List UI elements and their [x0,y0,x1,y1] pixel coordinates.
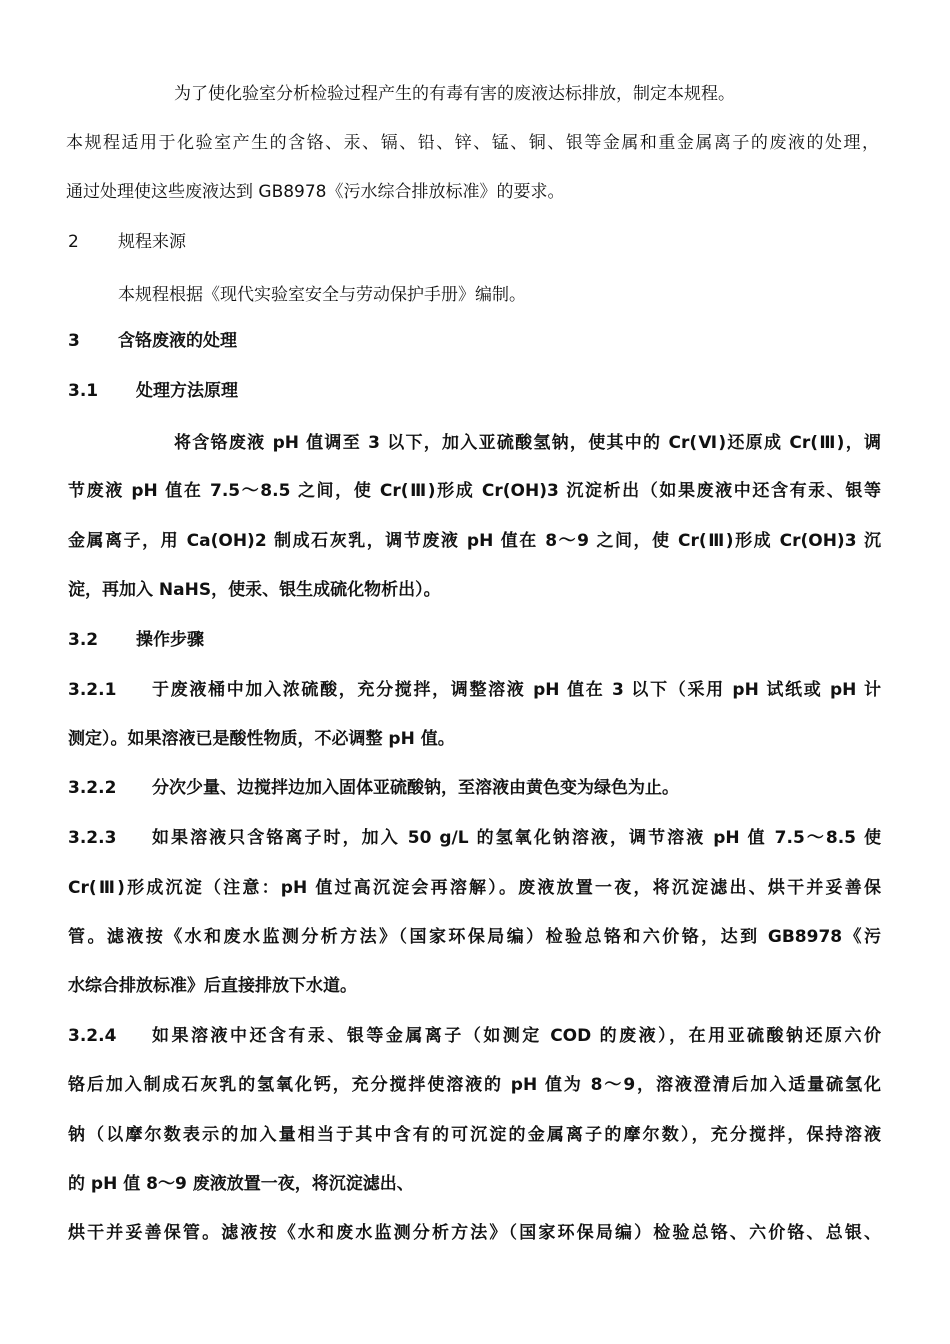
section-3-1-number: 3.1 [68,381,99,401]
section-3-1-title: 处理方法原理 [136,381,238,401]
step-3-2-2-number: 3.2.2 [68,778,117,798]
paragraph-line: 如果溶液中还含有汞、银等金属离子（如测定 COD 的废液），在用亚硫酸钠还原六价 [152,1026,881,1046]
paragraph-line: 淀，再加入 NaHS，使汞、银生成硫化物析出）。 [68,580,441,600]
section-2-title: 规程来源 [118,232,186,252]
paragraph-line: 分次少量、边搅拌边加入固体亚硫酸钠，至溶液由黄色变为绿色为止。 [152,778,679,798]
step-3-2-4-number: 3.2.4 [68,1026,117,1046]
section-3-2-number: 3.2 [68,630,99,650]
section-3-number: 3 [68,331,80,351]
step-3-2-3-number: 3.2.3 [68,828,117,848]
paragraph-line: 水综合排放标准》后直接排放下水道。 [68,976,357,996]
paragraph-line: 将含铬废液 pH 值调至 3 以下，加入亚硫酸氢钠，使其中的 Cr(Ⅵ)还原成 Cr(Ⅲ)，调 [174,433,881,453]
intro-line-1: 为了使化验室分析检验过程产生的有毒有害的废液达标排放，制定本规程。 [174,84,735,104]
paragraph-line: 如果溶液只含铬离子时，加入 50 g/L 的氢氧化钠溶液，调节溶液 pH 值 7.5～8.5 使 [152,828,881,848]
paragraph-line: 节废液 pH 值在 7.5～8.5 之间，使 Cr(Ⅲ)形成 Cr(OH)3 沉淀析出（如果废液中还含有汞、银等 [68,481,881,501]
paragraph-line: 测定）。如果溶液已是酸性物质，不必调整 pH 值。 [68,729,455,749]
section-3-2-title: 操作步骤 [136,630,204,650]
paragraph-line: 烘干并妥善保管。滤液按《水和废水监测分析方法》（国家环保局编）检验总铬、六价铬、总银、 [68,1223,881,1243]
paragraph-line: 铬后加入制成石灰乳的氢氧化钙，充分搅拌使溶液的 pH 值为 8～9，溶液澄清后加入适量硫氢化 [68,1075,881,1095]
paragraph-line: 于废液桶中加入浓硫酸，充分搅拌，调整溶液 pH 值在 3 以下（采用 pH 试纸或 pH 计 [152,680,881,700]
step-3-2-1-number: 3.2.1 [68,680,117,700]
section-2-number: 2 [68,232,79,252]
paragraph-line: 的 pH 值 8～9 废液放置一夜，将沉淀滤出、 [68,1174,414,1194]
paragraph-line: Cr(Ⅲ)形成沉淀（注意：pH 值过高沉淀会再溶解）。废液放置一夜，将沉淀滤出、烘干并妥善保 [68,878,881,898]
paragraph-line: 管。滤液按《水和废水监测分析方法》（国家环保局编）检验总铬和六价铬，达到 GB8978《污 [68,927,881,947]
intro-line-3: 通过处理使这些废液达到 GB8978《污水综合排放标准》的要求。 [66,182,565,202]
paragraph-line: 钠（以摩尔数表示的加入量相当于其中含有的可沉淀的金属离子的摩尔数），充分搅拌，保持溶液 [68,1125,881,1145]
section-3-title: 含铬废液的处理 [118,331,237,351]
section-2-body: 本规程根据《现代实验室安全与劳动保护手册》编制。 [118,285,526,305]
paragraph-line: 金属离子，用 Ca(OH)2 制成石灰乳，调节废液 pH 值在 8～9 之间，使 Cr(Ⅲ)形成 Cr(OH)3 沉 [68,531,881,551]
intro-line-2: 本规程适用于化验室产生的含铬、汞、镉、铅、锌、锰、铜、银等金属和重金属离子的废液的处理， [66,133,879,153]
